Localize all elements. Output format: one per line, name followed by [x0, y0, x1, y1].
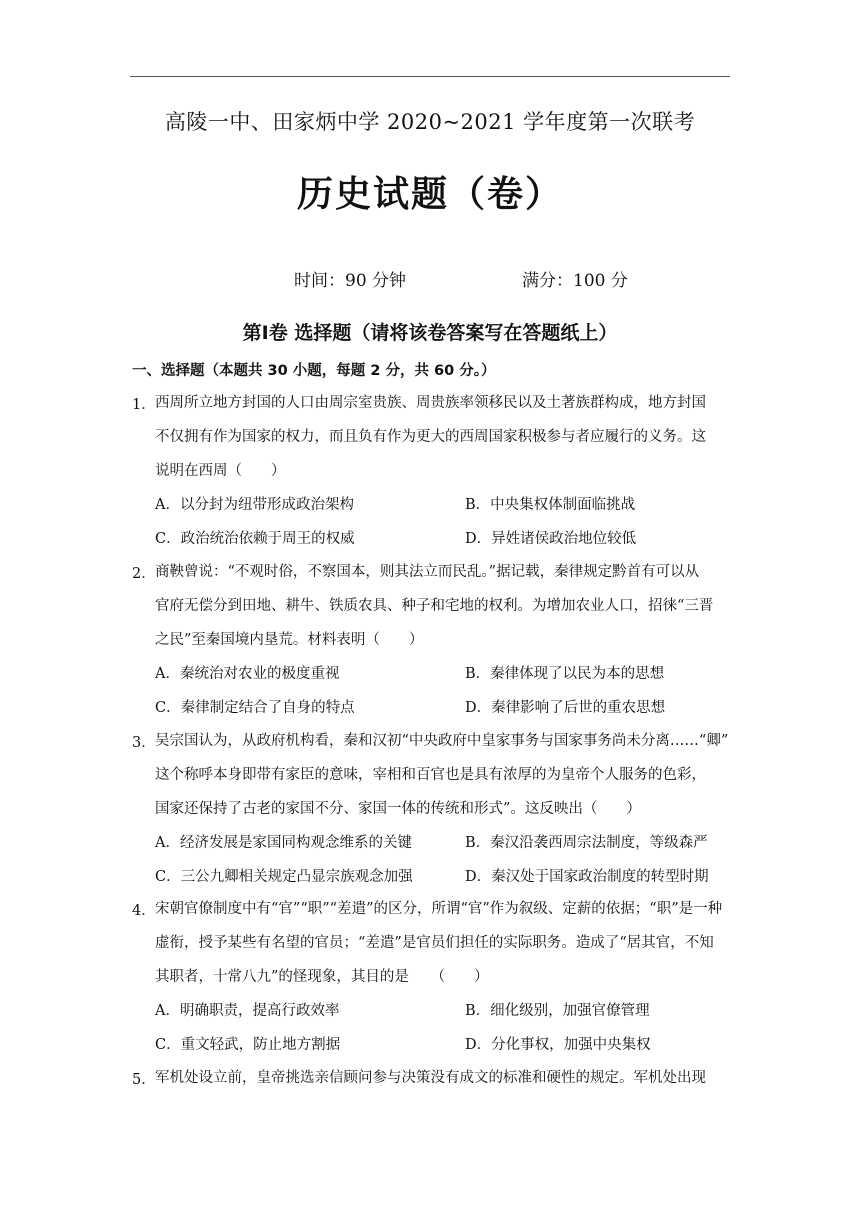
answer-option: A．秦统治对农业的极度重视	[155, 666, 340, 682]
question-number: 4．	[132, 903, 156, 919]
question-number: 1．	[132, 397, 156, 413]
question-text-line: 军机处设立前，皇帝挑选亲信顾问参与决策没有成文的标准和硬性的规定。军机处出现	[155, 1070, 706, 1086]
answer-option: B．秦律体现了以民为本的思想	[465, 666, 665, 682]
answer-option: C．重文轻武，防止地方割据	[155, 1037, 341, 1053]
question-text-line: 吴宗国认为，从政府机构看，秦和汉初“中央政府中皇家事务与国家事务尚未分离……“卿”	[155, 733, 729, 749]
answer-option: B．中央集权体制面临挑战	[465, 497, 636, 513]
answer-option: A．经济发展是家国同构观念维系的关键	[155, 835, 412, 851]
question-text-line: 商鞅曾说：“不观时俗，不察国本，则其法立而民乱。”据记载，秦律规定黔首有可以从	[155, 564, 700, 580]
answer-option: D．异姓诸侯政治地位较低	[465, 531, 637, 547]
answer-option: D．秦律影响了后世的重农思想	[465, 700, 666, 716]
question-number: 5．	[132, 1072, 156, 1088]
question-text-line: 西周所立地方封国的人口由周宗室贵族、周贵族率领移民以及土著族群构成，地方封国	[155, 395, 706, 411]
section-title: 第Ⅰ卷 选择题（请将该卷答案写在答题纸上）	[242, 322, 618, 344]
answer-option: D．分化事权，加强中央集权	[465, 1037, 651, 1053]
question-text-line: 其职者，十常八九”的怪现象，其目的是 （ ）	[155, 969, 489, 985]
answer-option: C．三公九卿相关规定凸显宗族观念加强	[155, 869, 413, 885]
answer-option: C．秦律制定结合了自身的特点	[155, 700, 355, 716]
school-heading: 高陵一中、田家炳中学 2020~2021 学年度第一次联考	[164, 110, 696, 134]
answer-option: D．秦汉处于国家政治制度的转型时期	[465, 869, 709, 885]
question-text-line: 说明在西周（ ）	[155, 463, 286, 479]
answer-option: A．以分封为纽带形成政治架构	[155, 497, 354, 513]
question-text-line: 宋朝官僚制度中有“官”“职”“差遣”的区分，所谓“官”作为叙级、定薪的依据；“职”是一种	[155, 901, 723, 917]
exam-score: 满分：100 分	[522, 271, 628, 291]
question-text-line: 虚衔，授予某些有名望的官员；“差遣”是官员们担任的实际职务。造成了“居其官，不知	[155, 935, 714, 951]
question-text-line: 这个称呼本身即带有家臣的意味，宰相和百官也是具有浓厚的为皇帝个人服务的色彩，	[155, 767, 706, 783]
exam-title: 历史试题（卷）	[296, 174, 563, 215]
question-text-line: 国家还保持了古老的家国不分、家国一体的传统和形式”。这反映出（ ）	[155, 801, 641, 817]
answer-option: A．明确职责，提高行政效率	[155, 1003, 340, 1019]
header-rule	[130, 76, 730, 77]
question-text-line: 之民”至秦国境内垦荒。材料表明（ ）	[155, 632, 424, 648]
answer-option: B．细化级别，加强官僚管理	[465, 1003, 650, 1019]
answer-option: C．政治统治依赖于周王的权威	[155, 531, 355, 547]
exam-time: 时间：90 分钟	[294, 271, 407, 291]
question-number: 2．	[132, 566, 156, 582]
question-text-line: 不仅拥有作为国家的权力，而且负有作为更大的西周国家积极参与者应履行的义务。这	[155, 429, 706, 445]
answer-option: B．秦汉沿袭西周宗法制度，等级森严	[465, 835, 708, 851]
question-number: 3．	[132, 735, 156, 751]
question-text-line: 官府无偿分到田地、耕牛、铁质农具、种子和宅地的权利。为增加农业人口，招徕“三晋	[155, 598, 714, 614]
section-instruction: 一、选择题（本题共 30 小题，每题 2 分，共 60 分。）	[132, 363, 496, 379]
